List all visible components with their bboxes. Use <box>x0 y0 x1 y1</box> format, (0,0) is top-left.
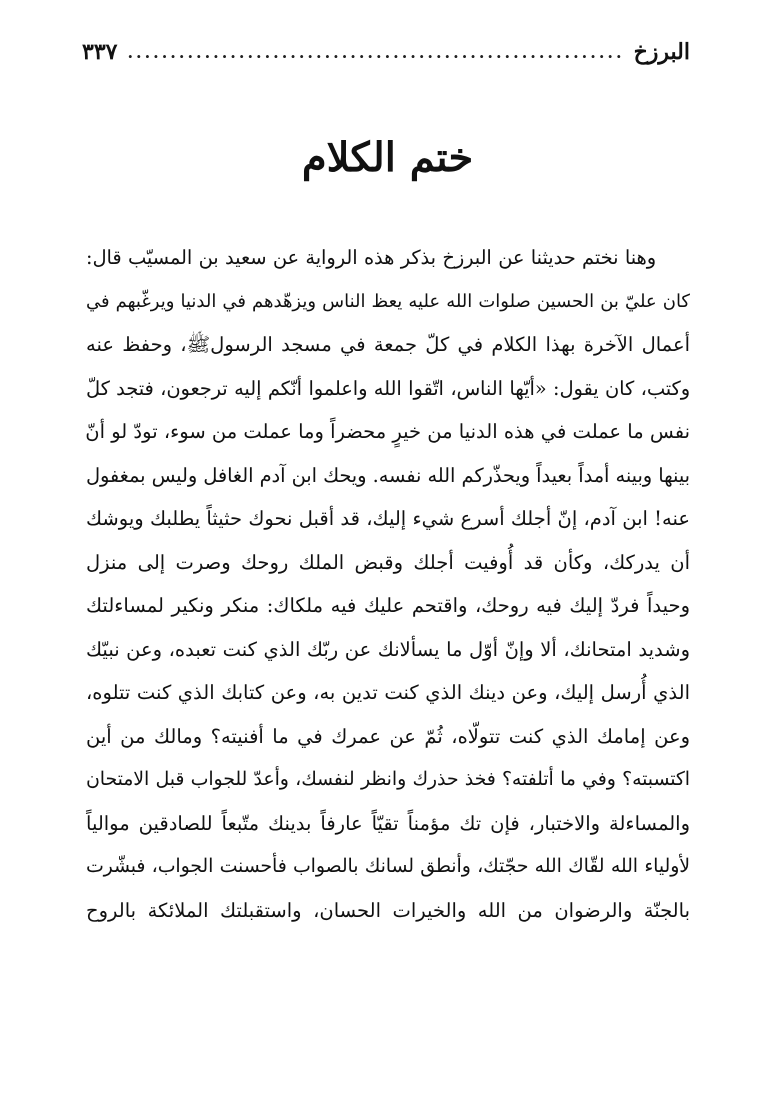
running-header-chapter: البرزخ <box>633 39 690 65</box>
text-line: وحيداً فردّ إليك فيه روحك، واقتحم عليك فيه ملكاك: منكر ونكير لمساءلتك <box>86 594 690 617</box>
text-line: وكتب، كان يقول: «أيّها الناس، اتّقوا الله واعلموا أنّكم إليه ترجعون، فتجد كلّ <box>86 376 690 400</box>
text-line: وهنا نختم حديثنا عن البرزخ بذكر هذه الرواية عن سعيد بن المسيّب قال: <box>86 246 656 269</box>
text-line: وشديد امتحانك، ألا وإنّ أوّل ما يسألانك عن ربّك الذي كنت تعبده، وعن نبيّك <box>86 637 690 661</box>
text-line: الذي أُرسل إليك، وعن دينك الذي كنت تدين به، وعن كتابك الذي كنت تتلوه، <box>86 681 690 704</box>
text-line: لأولياء الله لقّاك الله حجّتك، وأنطق لسانك بالصواب فأحسنت الجواب، فبشّرت <box>86 856 690 877</box>
body-text <box>86 236 690 932</box>
text-line: وعن إمامك الذي كنت تتولّاه، ثُمّ عن عمرك في ما أفنيته؟ ومالك من أين <box>86 724 690 748</box>
text-line: بينها وبينه أمداً بعيداً ويحذّركم الله نفسه. ويحك ابن آدم الغافل وليس بمغفول <box>86 463 690 487</box>
running-header <box>82 34 690 70</box>
text-line: أعمال الآخرة بهذا الكلام في كلّ جمعة في مسجد الرسولﷺ، وحفظ عنه <box>86 333 690 356</box>
text-line: عنه! ابن آدم، إنّ أجلك أسرع شيء إليك، قد أقبل نحوك حثيثاً يطلبك ويوشك <box>86 507 690 530</box>
text-line: نفس ما عملت في هذه الدنيا من خيرٍ محضراً وما عملت من سوء، تودّ لو أنّ <box>85 420 690 443</box>
page-number: ٣٣٧ <box>82 39 118 65</box>
text-line: أن يدركك، وكأن قد أُوفيت أجلك وقبض الملك روحك وصرت إلى منزل <box>86 550 690 574</box>
text-line: كان عليّ بن الحسين صلوات الله عليه يعظ الناس ويزهّدهم في الدنيا ويرغّبهم في <box>86 290 690 312</box>
text-line: بالجنّة والرضوان من الله والخيرات الحسان، واستقبلتك الملائكة بالروح <box>86 898 690 922</box>
text-line: والمساءلة والاختبار، فإن تك مؤمناً تقيّاً عارفاً بدينك متّبعاً للصادقين موالياً <box>86 811 690 835</box>
chapter-title: ختم الكلام <box>301 134 474 181</box>
text-line: اكتسبته؟ وفي ما أتلفته؟ فخذ حذرك وانظر لنفسك، وأعدّ للجواب قبل الامتحان <box>86 769 690 790</box>
leader-dots <box>127 43 623 62</box>
